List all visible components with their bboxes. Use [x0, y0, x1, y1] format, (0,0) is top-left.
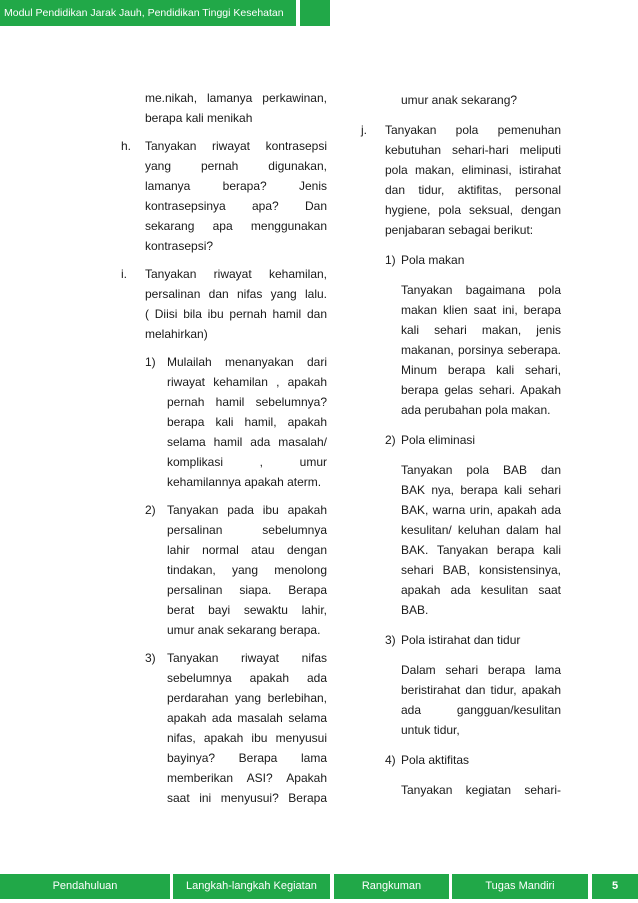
list-marker: 1) — [385, 253, 396, 267]
text-line: BAB. — [401, 603, 429, 617]
list-marker: j. — [361, 123, 367, 137]
text-line: ada perubahan pola makan. — [401, 403, 551, 417]
list-marker: 2) — [385, 433, 396, 447]
text-line: BAK nya, berapa kali sehari — [401, 483, 561, 497]
text-line: Minum berapa kali sehari, — [401, 363, 561, 377]
text-line: Tanyakan pola pemenuhan — [385, 123, 561, 137]
list-marker: 2) — [145, 503, 156, 517]
text-line: Tanyakan riwayat kontrasepsi — [145, 139, 327, 153]
text-line: berapa kali hamil, apakah — [167, 415, 327, 429]
text-line: kebutuhan sehari-hari meliputi — [385, 143, 561, 157]
text-line: tindakan, yang menolong — [167, 563, 327, 577]
header-bar — [0, 0, 296, 26]
text-line: beristirahat dan tidur, apakah — [401, 683, 561, 697]
text-line: BAK, warna urin, apakah ada — [401, 503, 561, 517]
text-line: kontrasepsinya apa? Dan — [145, 199, 327, 213]
text-line: lamanya berapa? Jenis — [145, 179, 327, 193]
text-line: berat bayi sewaktu lahir, — [167, 603, 327, 617]
list-marker: 4) — [385, 753, 396, 767]
text-line: riwayat kehamilan , apakah — [167, 375, 327, 389]
text-line: memberikan ASI? Apakah — [167, 771, 327, 785]
module-title: Modul Pendidikan Jarak Jauh, Pendidikan Tinggi Kesehatan — [4, 7, 284, 19]
text-line: nifas, apakah ibu menyusui — [167, 731, 327, 745]
list-item-j — [361, 120, 561, 800]
text-line: umur anak sekarang? — [401, 93, 518, 107]
text-line: saat ini menyusui? Berapa — [167, 791, 327, 805]
text-line: penjabaran sebagai berikut: — [385, 223, 534, 237]
footer-link-tugas-mandiri[interactable]: Tugas Mandiri — [452, 874, 588, 899]
sub-item-1 — [145, 352, 327, 492]
text-line: kehamilannya apakah aterm. — [167, 475, 322, 489]
text-line: persalinan siapa. Berapa — [167, 583, 327, 597]
text-line: Tanyakan riwayat nifas — [167, 651, 327, 665]
text-line: Tanyakan bagaimana pola — [401, 283, 561, 297]
sub-item-pola-eliminasi — [385, 430, 561, 620]
text-line: hygiene, pola seksual, dengan — [385, 203, 561, 217]
text-line: Tanyakan kegiatan sehari- — [401, 783, 561, 797]
text-line: Dalam sehari berapa lama — [401, 663, 561, 677]
footer-link-langkah-langkah-kegiatan[interactable]: Langkah-langkah Kegiatan — [173, 874, 330, 899]
sub-body — [401, 660, 561, 740]
continued-text — [361, 90, 561, 110]
list-marker: 1) — [145, 355, 156, 369]
footer-link-rangkuman[interactable]: Rangkuman — [334, 874, 449, 899]
footer-link-pendahuluan[interactable]: Pendahuluan — [0, 874, 170, 899]
text-line: pernah hamil sebelumnya? — [167, 395, 327, 409]
text-line: persalinan sebelumnya — [167, 523, 327, 537]
text-line: pola makan, eliminasi, istirahat — [385, 163, 561, 177]
text-line: makanan, porsinya seberapa. — [401, 343, 561, 357]
text-line: umur anak sekarang berapa. — [167, 623, 321, 637]
sub-body — [401, 780, 561, 800]
sub-item-pola-aktifitas — [385, 750, 561, 800]
sub-body — [401, 460, 561, 620]
text-line: bayinya? Berapa lama — [167, 751, 327, 765]
text-line: ( Diisi bila ibu pernah hamil dan — [145, 307, 327, 321]
text-line: sebelumnya apakah ada — [167, 671, 327, 685]
footer-nav — [0, 874, 638, 899]
list-marker: i. — [121, 267, 127, 281]
sub-item-pola-istirahat — [385, 630, 561, 740]
text-line: berapa gelas sehari. Apakah — [401, 383, 561, 397]
left-column — [121, 88, 327, 808]
text-line: Tanyakan pada ibu apakah — [167, 503, 327, 517]
text-line: ada gangguan/kesulitan — [401, 703, 561, 717]
sub-heading: Pola makan — [401, 253, 465, 267]
list-marker: 3) — [385, 633, 396, 647]
text-line: Tanyakan pola BAB dan — [401, 463, 561, 477]
text-line: persalinan dan nifas yang lalu. — [145, 287, 327, 301]
text-line: Tanyakan riwayat kehamilan, — [145, 267, 327, 281]
text-line: Mulailah menanyakan dari — [167, 355, 327, 369]
text-line: perdarahan yang berlebihan, — [167, 691, 327, 705]
text-line: berapa kali menikah — [145, 111, 253, 125]
text-line: selama hamil ada masalah/ — [167, 435, 327, 449]
text-line: sehari BAB, konsistensinya, — [401, 563, 561, 577]
list-item-h — [121, 136, 327, 256]
text-line: BAK. Tanyakan berapa kali — [401, 543, 561, 557]
text-line: kontrasepsi? — [145, 239, 214, 253]
text-line: me.nikah, lamanya perkawinan, — [145, 91, 327, 105]
text-line: komplikasi , umur — [167, 455, 327, 469]
sub-item-3 — [145, 648, 327, 808]
list-item-i — [121, 264, 327, 808]
sub-item-2 — [145, 500, 327, 640]
page-number: 5 — [592, 874, 638, 899]
sub-heading: Pola istirahat dan tidur — [401, 633, 521, 647]
text-line: lahir normal atau dengan — [167, 543, 327, 557]
text-line: makan klien saat ini, berapa — [401, 303, 561, 317]
text-line: apakah ada masalah selama — [167, 711, 327, 725]
list-marker: h. — [121, 139, 132, 153]
text-line: melahirkan) — [145, 327, 208, 341]
continued-text — [121, 88, 327, 128]
header-accent-block — [300, 0, 330, 26]
text-line: kali sehari makan, jenis — [401, 323, 561, 337]
sub-heading: Pola eliminasi — [401, 433, 476, 447]
text-line: kesulitan/ keluhan dalam hal — [401, 523, 561, 537]
text-line: untuk tidur, — [401, 723, 460, 737]
sub-item-pola-makan — [385, 250, 561, 420]
sub-heading: Pola aktifitas — [401, 753, 470, 767]
text-line: dan tidur, aktifitas, personal — [385, 183, 561, 197]
text-line: apakah ada kesulitan saat — [401, 583, 561, 597]
right-column — [361, 90, 561, 800]
text-line: sekarang apa menggunakan — [145, 219, 327, 233]
list-marker: 3) — [145, 651, 156, 665]
text-line: yang pernah digunakan, — [145, 159, 327, 173]
sub-body — [401, 280, 561, 420]
